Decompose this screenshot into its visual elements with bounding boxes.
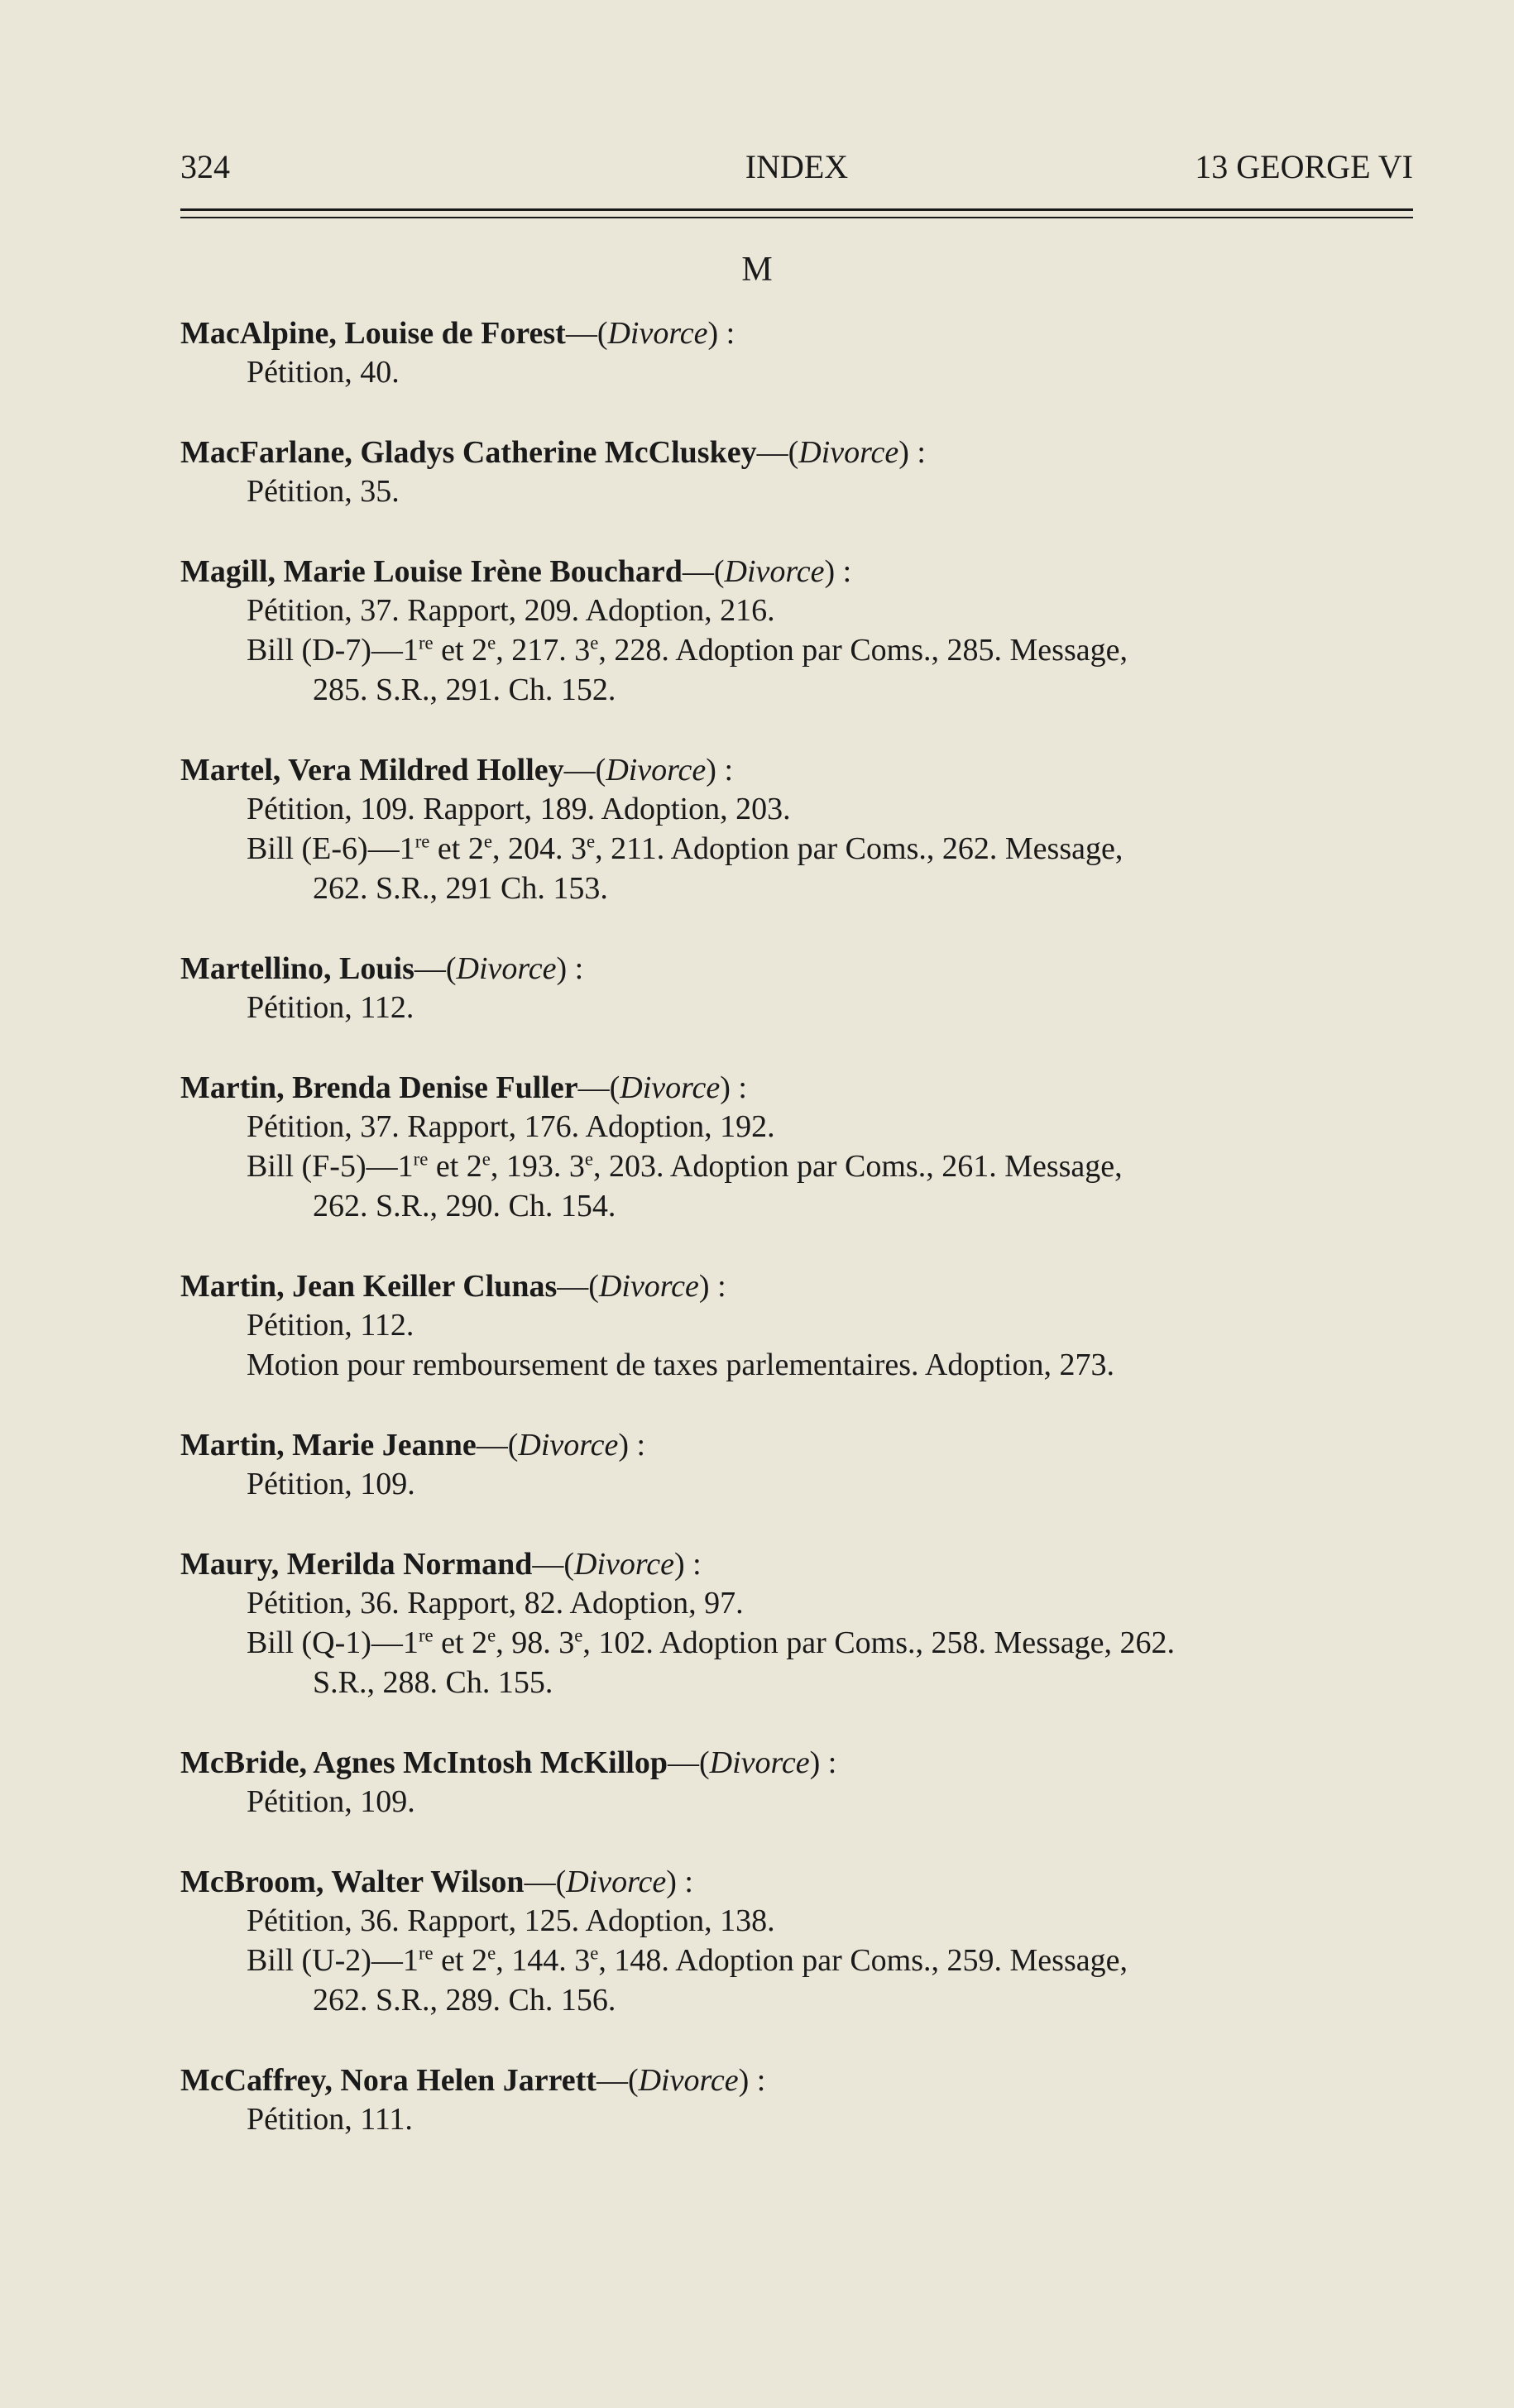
bill-sup: re bbox=[418, 632, 434, 653]
bill-text: , 144. 3 bbox=[496, 1943, 591, 1978]
bill-sup: e bbox=[574, 1625, 583, 1646]
entry-name: Martel, Vera Mildred Holley bbox=[180, 753, 564, 788]
entry-dash: —( bbox=[596, 2063, 639, 2098]
header-rule bbox=[180, 208, 1413, 211]
entry-dash: —( bbox=[563, 753, 606, 788]
bill-text: , 211. Adoption par Coms., 262. Message, bbox=[595, 831, 1124, 866]
entry-type: Divorce bbox=[638, 2063, 739, 2098]
bill-sup: re bbox=[418, 1942, 434, 1964]
entry-type: Divorce bbox=[574, 1547, 674, 1582]
entry-heading bbox=[180, 2061, 1413, 2099]
bill-sup: e bbox=[586, 831, 596, 852]
entry-bill bbox=[180, 1941, 1413, 2020]
entry-heading bbox=[180, 433, 1413, 472]
entry-type: Divorce bbox=[724, 554, 825, 589]
entry-type: Divorce bbox=[598, 1269, 699, 1304]
entry-dash: —( bbox=[557, 1269, 599, 1304]
index-entry bbox=[180, 950, 1413, 1027]
bill-text: et 2 bbox=[429, 831, 484, 866]
entry-type: Divorce bbox=[620, 1070, 721, 1105]
index-entry bbox=[180, 1069, 1413, 1226]
running-head-reign: 13 GEORGE VI bbox=[1195, 148, 1413, 185]
entry-type: Divorce bbox=[607, 316, 708, 351]
entry-line: Pétition, 36. Rapport, 82. Adoption, 97. bbox=[247, 1586, 744, 1620]
entry-bill bbox=[180, 1623, 1413, 1702]
entry-line: Pétition, 109. bbox=[247, 1467, 415, 1501]
entry-name: MacFarlane, Gladys Catherine McCluskey bbox=[180, 435, 757, 470]
entry-dash: —( bbox=[682, 554, 725, 589]
bill-continuation: S.R., 288. Ch. 155. bbox=[313, 1665, 553, 1700]
entry-dash: —( bbox=[414, 951, 457, 986]
bill-continuation: 262. S.R., 289. Ch. 156. bbox=[313, 1983, 616, 2018]
entry-dash: —( bbox=[565, 316, 608, 351]
bill-text: , 148. Adoption par Coms., 259. Message, bbox=[598, 1943, 1128, 1978]
entry-heading bbox=[180, 553, 1413, 591]
entry-heading bbox=[180, 1267, 1413, 1305]
entry-heading bbox=[180, 1069, 1413, 1107]
entry-colon: ) : bbox=[738, 2063, 766, 2098]
entry-line: Pétition, 40. bbox=[247, 355, 400, 390]
entry-colon: ) : bbox=[698, 1269, 726, 1304]
entry-heading bbox=[180, 1863, 1413, 1901]
entry-colon: ) : bbox=[720, 1070, 747, 1105]
entry-colon: ) : bbox=[707, 316, 735, 351]
header-rule-thin bbox=[180, 217, 1413, 218]
index-entry bbox=[180, 1426, 1413, 1504]
bill-text: Bill (U-2)—1 bbox=[247, 1943, 419, 1978]
entry-name: Martin, Jean Keiller Clunas bbox=[180, 1269, 558, 1304]
entry-name: McBroom, Walter Wilson bbox=[180, 1865, 525, 1899]
bill-sup: e bbox=[487, 1625, 496, 1646]
entry-name: MacAlpine, Louise de Forest bbox=[180, 316, 566, 351]
entry-type: Divorce bbox=[709, 1745, 810, 1780]
entry-heading bbox=[180, 1426, 1413, 1464]
index-entry bbox=[180, 1545, 1413, 1702]
entry-name: Martin, Marie Jeanne bbox=[180, 1428, 477, 1463]
running-head bbox=[180, 147, 1413, 189]
entry-heading bbox=[180, 950, 1413, 988]
bill-text: et 2 bbox=[433, 633, 488, 668]
bill-text: et 2 bbox=[433, 1943, 488, 1978]
entry-line: Pétition, 36. Rapport, 125. Adoption, 138. bbox=[247, 1903, 775, 1938]
entry-colon: ) : bbox=[674, 1547, 702, 1582]
bill-sup: re bbox=[418, 1625, 434, 1646]
bill-text: Bill (Q-1)—1 bbox=[247, 1625, 419, 1660]
bill-text: Bill (E-6)—1 bbox=[247, 831, 415, 866]
entry-dash: —( bbox=[532, 1547, 575, 1582]
index-entry bbox=[180, 1744, 1413, 1822]
bill-text: , 204. 3 bbox=[491, 831, 587, 866]
entry-line: Pétition, 37. Rapport, 176. Adoption, 192. bbox=[247, 1109, 775, 1144]
entry-colon: ) : bbox=[898, 435, 926, 470]
entry-line: Pétition, 112. bbox=[247, 990, 414, 1025]
entry-line: Pétition, 109. Rapport, 189. Adoption, 203. bbox=[247, 792, 791, 826]
entry-line: Pétition, 35. bbox=[247, 474, 400, 509]
bill-text: et 2 bbox=[428, 1149, 482, 1184]
entry-name: Martellino, Louis bbox=[180, 951, 414, 986]
section-letter: M bbox=[741, 251, 773, 289]
index-entry bbox=[180, 751, 1413, 908]
bill-text: , 228. Adoption par Coms., 285. Message, bbox=[598, 633, 1128, 668]
entry-name: McCaffrey, Nora Helen Jarrett bbox=[180, 2063, 596, 2098]
index-entry bbox=[180, 2061, 1413, 2139]
entry-type: Divorce bbox=[456, 951, 557, 986]
bill-text: , 98. 3 bbox=[496, 1625, 575, 1660]
entry-line: Pétition, 109. bbox=[247, 1784, 415, 1819]
entry-line: Pétition, 112. bbox=[247, 1308, 414, 1343]
entry-colon: ) : bbox=[618, 1428, 646, 1463]
entry-name: Magill, Marie Louise Irène Bouchard bbox=[180, 554, 683, 589]
bill-sup: re bbox=[414, 831, 430, 852]
bill-sup: e bbox=[590, 632, 599, 653]
entry-colon: ) : bbox=[666, 1865, 693, 1899]
bill-sup: e bbox=[482, 1148, 491, 1170]
entry-heading bbox=[180, 1744, 1413, 1782]
index-entry bbox=[180, 553, 1413, 710]
entry-dash: —( bbox=[476, 1428, 519, 1463]
index-entry bbox=[180, 1267, 1413, 1385]
bill-text: , 102. Adoption par Coms., 258. Message, 262. bbox=[582, 1625, 1175, 1660]
entry-colon: ) : bbox=[824, 554, 852, 589]
bill-text: et 2 bbox=[433, 1625, 488, 1660]
bill-text: Bill (F-5)—1 bbox=[247, 1149, 414, 1184]
entry-heading bbox=[180, 1545, 1413, 1583]
index-entry bbox=[180, 1863, 1413, 2020]
bill-text: Bill (D-7)—1 bbox=[247, 633, 419, 668]
entry-dash: —( bbox=[667, 1745, 710, 1780]
entry-colon: ) : bbox=[706, 753, 734, 788]
entry-bill bbox=[180, 1147, 1413, 1226]
bill-sup: e bbox=[590, 1942, 599, 1964]
bill-sup: e bbox=[483, 831, 492, 852]
bill-sup: e bbox=[487, 1942, 496, 1964]
bill-sup: re bbox=[413, 1148, 429, 1170]
entry-bill bbox=[180, 829, 1413, 908]
index-entries bbox=[180, 314, 1413, 2181]
entry-heading bbox=[180, 314, 1413, 352]
entry-line: Motion pour remboursement de taxes parlementaires. Adoption, 273. bbox=[247, 1348, 1114, 1382]
bill-continuation: 262. S.R., 291 Ch. 153. bbox=[313, 871, 608, 906]
entry-type: Divorce bbox=[798, 435, 899, 470]
bill-sup: e bbox=[487, 632, 496, 653]
bill-text: , 217. 3 bbox=[496, 633, 591, 668]
entry-line: Pétition, 37. Rapport, 209. Adoption, 216. bbox=[247, 593, 775, 628]
entry-type: Divorce bbox=[566, 1865, 667, 1899]
entry-dash: —( bbox=[577, 1070, 620, 1105]
entry-name: Maury, Merilda Normand bbox=[180, 1547, 533, 1582]
entry-colon: ) : bbox=[809, 1745, 837, 1780]
entry-type: Divorce bbox=[518, 1428, 619, 1463]
bill-sup: e bbox=[584, 1148, 594, 1170]
index-entry bbox=[180, 433, 1413, 511]
bill-text: , 193. 3 bbox=[490, 1149, 585, 1184]
running-head-title: INDEX bbox=[745, 148, 849, 185]
index-entry bbox=[180, 314, 1413, 392]
bill-continuation: 262. S.R., 290. Ch. 154. bbox=[313, 1189, 616, 1223]
entry-dash: —( bbox=[524, 1865, 567, 1899]
entry-name: McBride, Agnes McIntosh McKillop bbox=[180, 1745, 668, 1780]
page-number: 324 bbox=[180, 148, 230, 185]
entry-colon: ) : bbox=[556, 951, 584, 986]
entry-bill bbox=[180, 630, 1413, 710]
bill-continuation: 285. S.R., 291. Ch. 152. bbox=[313, 673, 616, 707]
entry-line: Pétition, 111. bbox=[247, 2102, 413, 2137]
entry-type: Divorce bbox=[606, 753, 707, 788]
entry-dash: —( bbox=[756, 435, 799, 470]
bill-text: , 203. Adoption par Coms., 261. Message, bbox=[593, 1149, 1123, 1184]
entry-name: Martin, Brenda Denise Fuller bbox=[180, 1070, 578, 1105]
entry-heading bbox=[180, 751, 1413, 789]
